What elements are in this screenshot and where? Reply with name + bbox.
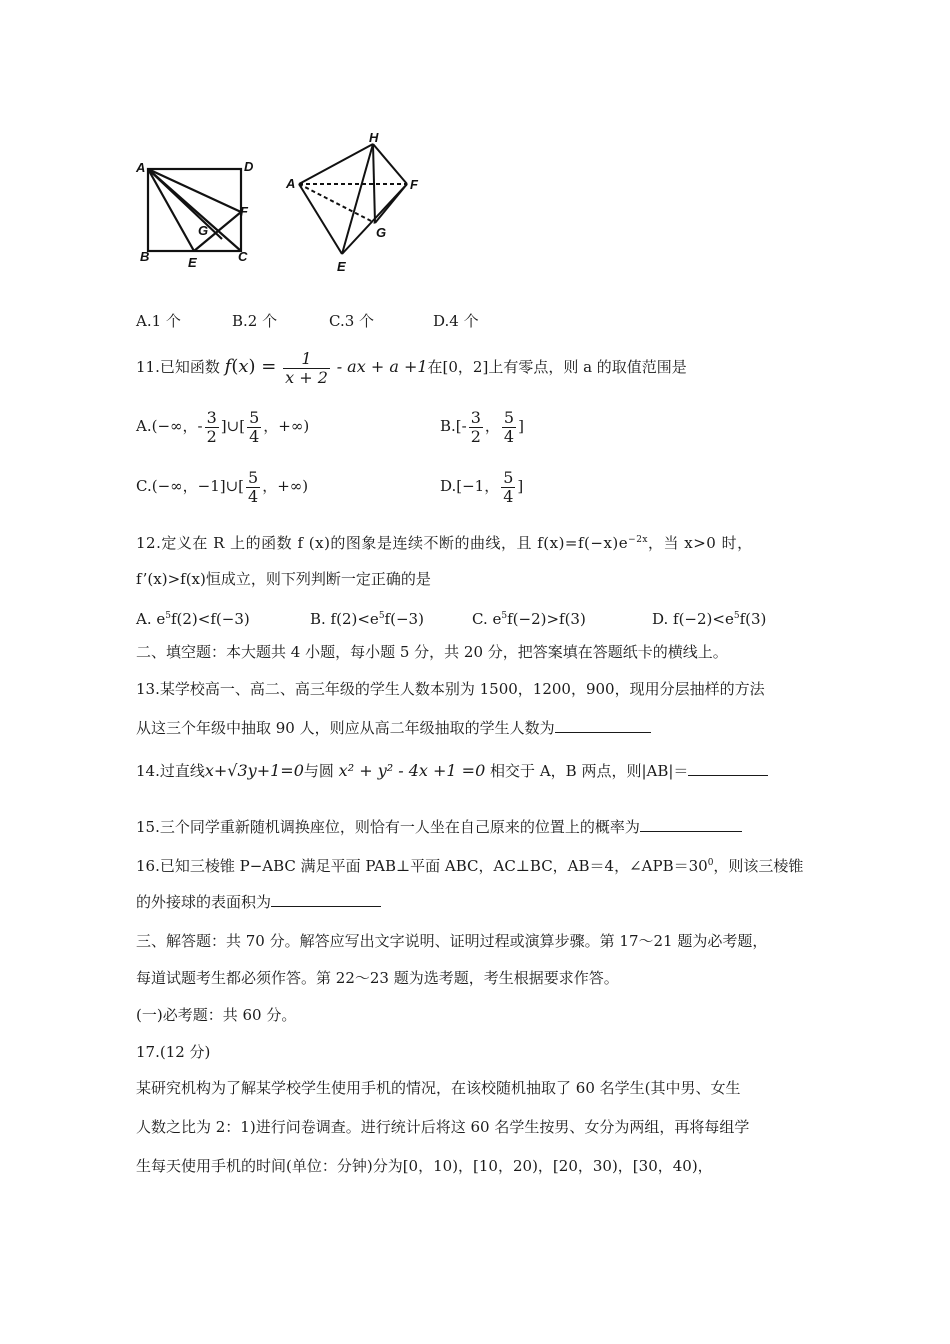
q12-option-a: A. $e^5f(2)<f(-3)$ (136, 610, 250, 628)
q13-line1: 13.某学校高一、高二、高三年级的学生人数本别为 1500，1200，900，现用分层抽样的方法 (136, 680, 765, 698)
q11-option-c: C.(−∞，−1]∪[ $\frac{5}{4}$ ，+∞) (136, 467, 309, 506)
q13-line2: 从这三个年级中抽取 90 人，则应从高二年级抽取的学生人数为 (136, 718, 651, 738)
q11-option-a: A.(−∞，- $\frac{3}{2}$ ]∪[ $\frac{5}{4}$ ，+∞) (136, 407, 310, 446)
q17-line2: 人数之比为 2：1)进行问卷调查。进行统计后将这 60 名学生按男、女分为两组，再将每组学 (136, 1118, 750, 1136)
q16-line1: 16.已知三棱锥 P−ABC 满足平面 PAB⊥平面 ABC，AC⊥BC，AB＝4，$\angle APB=30^0$，则该三棱锥 (136, 857, 804, 875)
q12-line1: 12.定义在 R 上的函数 f (x)的图象是连续不断的曲线，且 $f(x)=f(-x)e^{-2x}$，当 x>0 时， (136, 534, 753, 552)
required-heading: (一)必考题：共 60 分。 (136, 1006, 297, 1024)
q10-option-d: D.4 个 (433, 312, 479, 330)
q17-line1: 某研究机构为了解某学校学生使用手机的情况，在该校随机抽取了 60 名学生(其中男、女生 (136, 1079, 741, 1097)
q17-heading: 17.(12 分) (136, 1043, 211, 1061)
label-G: G (376, 225, 387, 240)
label-F: F (240, 204, 248, 219)
section3-line1: 三、解答题：共 70 分。解答应写出文字说明、证明过程或演算步骤。第 17～21 题为必考题， (136, 932, 768, 950)
label-D: D (244, 159, 254, 174)
label-H: H (369, 130, 379, 145)
q10-option-b: B.2 个 (232, 312, 278, 330)
q10-option-a: A.1 个 (136, 312, 181, 330)
q17-line3: 生每天使用手机的时间(单位：分钟)分为[0，10)，[10，20)，[20，30)，[30，40)， (136, 1157, 713, 1175)
q11-option-b: B.[- $\frac{3}{2}$ ， $\frac{5}{4}$ ] (440, 407, 524, 446)
label-A: A (286, 176, 296, 191)
q10-option-c: C.3 个 (329, 312, 375, 330)
q12-option-c: C. $e^5f(-2)>f(3)$ (472, 610, 586, 628)
q12-option-b: B. $f(2)<e^5f(-3)$ (310, 610, 424, 628)
q11-fraction: $\frac{1}{x + 2}$ (285, 348, 328, 387)
label-E: E (188, 255, 197, 270)
q16-line2: 的外接球的表面积为 (136, 892, 381, 912)
section2-heading: 二、填空题：本大题共 4 小题，每小题 5 分，共 20 分，把答案填在答题纸卡的横线上。 (136, 643, 728, 661)
section3-line2: 每道试题考生都必须作答。第 22～23 题为选考题，考生根据要求作答。 (136, 969, 619, 987)
figure-square (132, 150, 262, 275)
q12-line2: f’(x)>f(x)恒成立，则下列判断一定正确的是 (136, 570, 431, 588)
q12-option-d: D. $f(-2)<e^5f(3)$ (652, 610, 767, 628)
label-B: B (140, 249, 150, 264)
label-F: F (410, 177, 418, 192)
q11-stem: 11.已知函数 f(x) = $\frac{1}{x + 2}$ - ax + a +1在[0，2]上有零点，则 a 的取值范围是 (136, 348, 687, 387)
label-A: A (136, 160, 146, 175)
q15-stem: 15.三个同学重新随机调换座位，则恰有一人坐在自己原来的位置上的概率为 (136, 817, 742, 837)
figure-pyramid (282, 130, 432, 280)
q14-stem: 14.过直线x+√3y+1=0与圆 x² + y² - 4x +1 =0 相交于 A，B 两点，则|AB|＝ (136, 756, 768, 786)
label-E: E (337, 259, 346, 274)
q11-option-d: D.[−1， $\frac{5}{4}$ ] (440, 467, 524, 506)
label-C: C (238, 249, 248, 264)
label-G: G (198, 223, 209, 238)
